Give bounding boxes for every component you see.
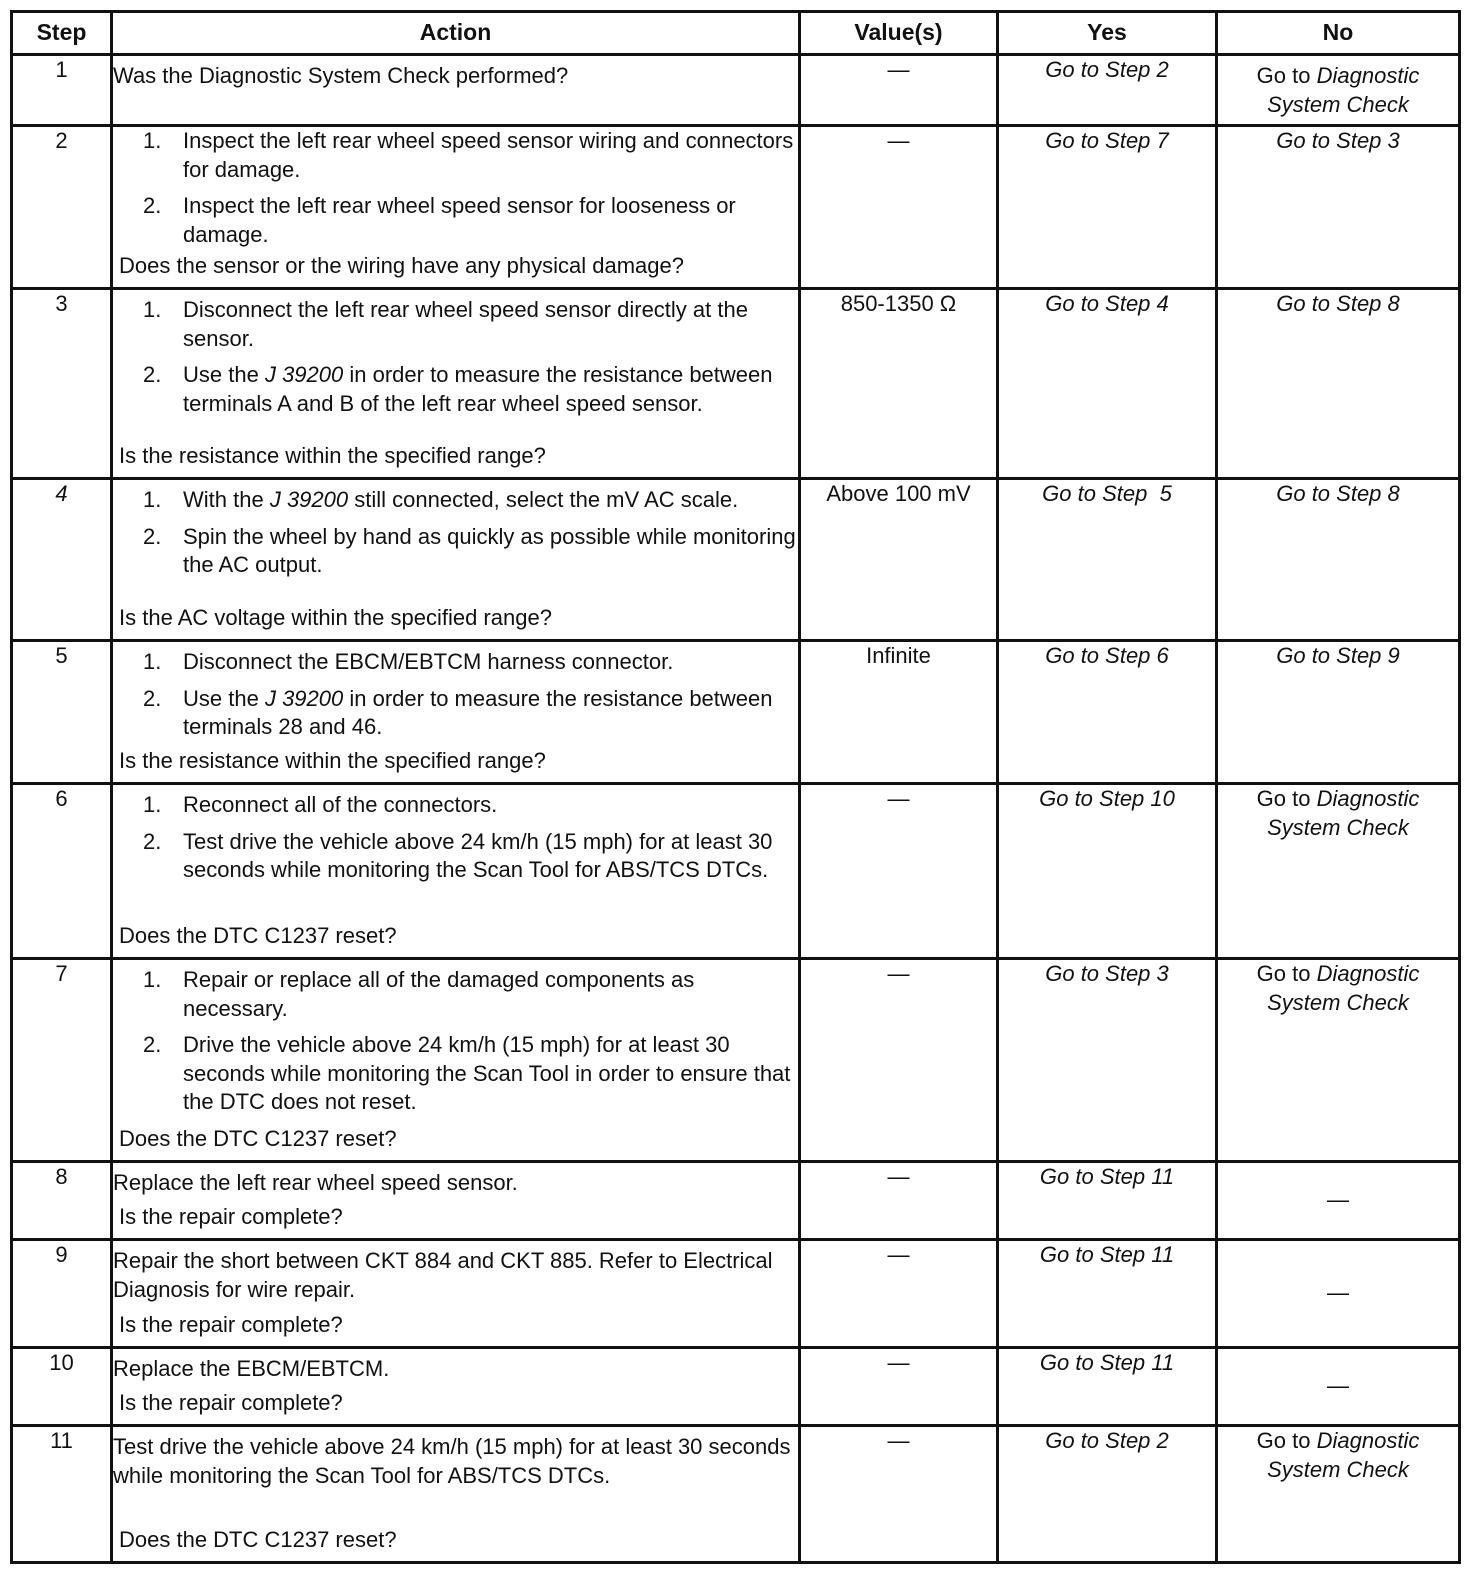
header-step: Step (12, 12, 112, 55)
table-row (12, 289, 1460, 479)
action-question: Is the resistance within the specified range? (119, 443, 546, 469)
list-item: 2. Drive the vehicle above 24 km/h (15 mph) for at least 30 seconds while monitoring the Scan Tool in order to ensure that the DTC does not reset. (143, 1032, 791, 1115)
step-number: 9 (12, 1240, 112, 1348)
value-cell: — (800, 55, 998, 126)
action-cell (112, 289, 800, 479)
yes-cell: Go to Step 3 (998, 959, 1217, 1162)
table-row (12, 126, 1460, 289)
action-question: Is the resistance within the specified range? (119, 748, 546, 774)
action-cell (112, 784, 800, 959)
action-steps-list (113, 296, 798, 418)
no-link-text: System Check (1267, 1456, 1409, 1482)
action-cell (112, 959, 800, 1162)
step-number: 5 (12, 641, 112, 784)
value-cell: — (800, 1162, 998, 1240)
no-goto-text: Go to (1256, 1428, 1311, 1453)
no-link-text: System Check (1267, 91, 1409, 117)
action-question: Was the Diagnostic System Check performed? (113, 63, 569, 88)
yes-cell: Go to Step 11 (998, 1348, 1217, 1426)
list-item: 1. Repair or replace all of the damaged components as necessary. (143, 967, 695, 1021)
value-cell: — (800, 784, 998, 959)
yes-cell: Go to Step 10 (998, 784, 1217, 959)
value-cell: Above 100 mV (800, 479, 998, 641)
no-cell (1217, 55, 1460, 126)
action-question: Is the repair complete? (119, 1312, 343, 1338)
no-cell: Go to Step 8 (1217, 289, 1460, 479)
value-cell: — (800, 959, 998, 1162)
no-link-text: System Check (1267, 814, 1409, 840)
action-question: Is the repair complete? (119, 1390, 343, 1416)
step-number: 11 (12, 1426, 112, 1563)
action-cell (112, 1162, 800, 1240)
table-row (12, 1426, 1460, 1563)
action-cell (112, 1426, 800, 1563)
action-text: Test drive the vehicle above 24 km/h (15 mph) for at least 30 seconds while monitoring the Scan Tool for ABS/TCS DTCs. (113, 1434, 791, 1488)
yes-cell: Go to Step 11 (998, 1240, 1217, 1348)
action-cell (112, 1240, 800, 1348)
tool-name: J 39200 (264, 362, 344, 388)
yes-cell: Go to Step 4 (998, 289, 1217, 479)
value-cell: — (800, 1348, 998, 1426)
action-question: Does the DTC C1237 reset? (119, 923, 397, 949)
yes-cell: Go to Step 11 (998, 1162, 1217, 1240)
header-row (12, 12, 1460, 55)
action-cell (112, 641, 800, 784)
no-cell (1217, 1426, 1460, 1563)
header-yes: Yes (998, 12, 1217, 55)
list-item: 1. Disconnect the EBCM/EBTCM harness connector. (143, 649, 674, 674)
step-number: 6 (12, 784, 112, 959)
yes-cell: Go to Step 7 (998, 126, 1217, 289)
value-cell: — (800, 1240, 998, 1348)
action-steps-list (113, 648, 798, 742)
no-cell: Go to Step 3 (1217, 126, 1460, 289)
no-cell: — (1217, 1162, 1460, 1240)
list-item: 2. Inspect the left rear wheel speed sensor for looseness or damage. (143, 193, 736, 247)
list-item: 1. Disconnect the left rear wheel speed sensor directly at the sensor. (143, 297, 748, 351)
step-number: 7 (12, 959, 112, 1162)
list-item: 1. With the J 39200 still connected, select the mV AC scale. (143, 487, 739, 512)
action-steps-list (113, 791, 798, 885)
step-number: 3 (12, 289, 112, 479)
tool-name: J 39200 (264, 685, 344, 711)
table-row (12, 959, 1460, 1162)
action-question: Is the repair complete? (119, 1204, 343, 1230)
no-cell: — (1217, 1348, 1460, 1426)
list-item: 2. Use the J 39200 in order to measure the resistance between terminals A and B of the left rear wheel speed sensor. (143, 362, 773, 416)
value-cell: — (800, 126, 998, 289)
action-question: Does the DTC C1237 reset? (119, 1527, 397, 1553)
no-link-text: Diagnostic (1316, 63, 1420, 88)
value-cell: — (800, 1426, 998, 1563)
yes-cell: Go to Step 6 (998, 641, 1217, 784)
list-item: 2. Spin the wheel by hand as quickly as possible while monitoring the AC output. (143, 523, 796, 578)
step-number: 2 (12, 126, 112, 289)
no-goto-text: Go to (1256, 63, 1311, 88)
list-item: 1. Reconnect all of the connectors. (143, 792, 498, 817)
no-link-text: Diagnostic (1316, 1428, 1420, 1453)
no-cell: Go to Step 8 (1217, 479, 1460, 641)
action-cell (112, 1348, 800, 1426)
yes-cell: Go to Step 5 (998, 479, 1217, 641)
action-text: Replace the EBCM/EBTCM. (113, 1356, 390, 1381)
yes-cell: Go to Step 2 (998, 55, 1217, 126)
table-row (12, 784, 1460, 959)
value-cell: 850-1350 Ω (800, 289, 998, 479)
table-row (12, 1348, 1460, 1426)
table-row (12, 55, 1460, 126)
action-text: Repair the short between CKT 884 and CKT 885. Refer to Electrical Diagnosis for wire repair. (113, 1248, 773, 1302)
step-number: 10 (12, 1348, 112, 1426)
step-number: 4 (12, 479, 112, 641)
no-cell (1217, 959, 1460, 1162)
diagnostic-table (10, 10, 1461, 1564)
action-text: Replace the left rear wheel speed sensor. (113, 1170, 518, 1195)
no-cell: Go to Step 9 (1217, 641, 1460, 784)
action-steps-list (113, 127, 798, 249)
action-steps-list (113, 486, 798, 580)
table-row (12, 641, 1460, 784)
no-link-text: System Check (1267, 989, 1409, 1015)
no-goto-text: Go to (1256, 786, 1311, 811)
no-cell: — (1217, 1240, 1460, 1348)
action-steps-list (113, 966, 798, 1117)
tool-name: J 39200 (269, 487, 349, 512)
list-item: 2. Test drive the vehicle above 24 km/h (15 mph) for at least 30 seconds while monitoring the Scan Tool for ABS/TCS DTCs. (143, 828, 773, 883)
no-cell (1217, 784, 1460, 959)
no-link-text: Diagnostic (1316, 961, 1420, 986)
header-no: No (1217, 12, 1460, 55)
table-row (12, 1240, 1460, 1348)
header-values: Value(s) (800, 12, 998, 55)
no-link-text: Diagnostic (1316, 786, 1420, 811)
list-item: 2. Use the J 39200 in order to measure the resistance between terminals 28 and 46. (143, 685, 773, 740)
action-question: Does the sensor or the wiring have any physical damage? (119, 253, 684, 279)
table-row (12, 1162, 1460, 1240)
action-cell (112, 479, 800, 641)
action-cell (112, 126, 800, 289)
step-number: 8 (12, 1162, 112, 1240)
yes-cell: Go to Step 2 (998, 1426, 1217, 1563)
header-action: Action (112, 12, 800, 55)
action-cell (112, 55, 800, 126)
no-goto-text: Go to (1256, 961, 1311, 986)
action-question: Does the DTC C1237 reset? (119, 1126, 397, 1152)
table-row (12, 479, 1460, 641)
action-question: Is the AC voltage within the specified range? (119, 605, 552, 631)
value-cell: Infinite (800, 641, 998, 784)
list-item: 1. Inspect the left rear wheel speed sensor wiring and connectors for damage. (143, 128, 794, 182)
step-number: 1 (12, 55, 112, 126)
